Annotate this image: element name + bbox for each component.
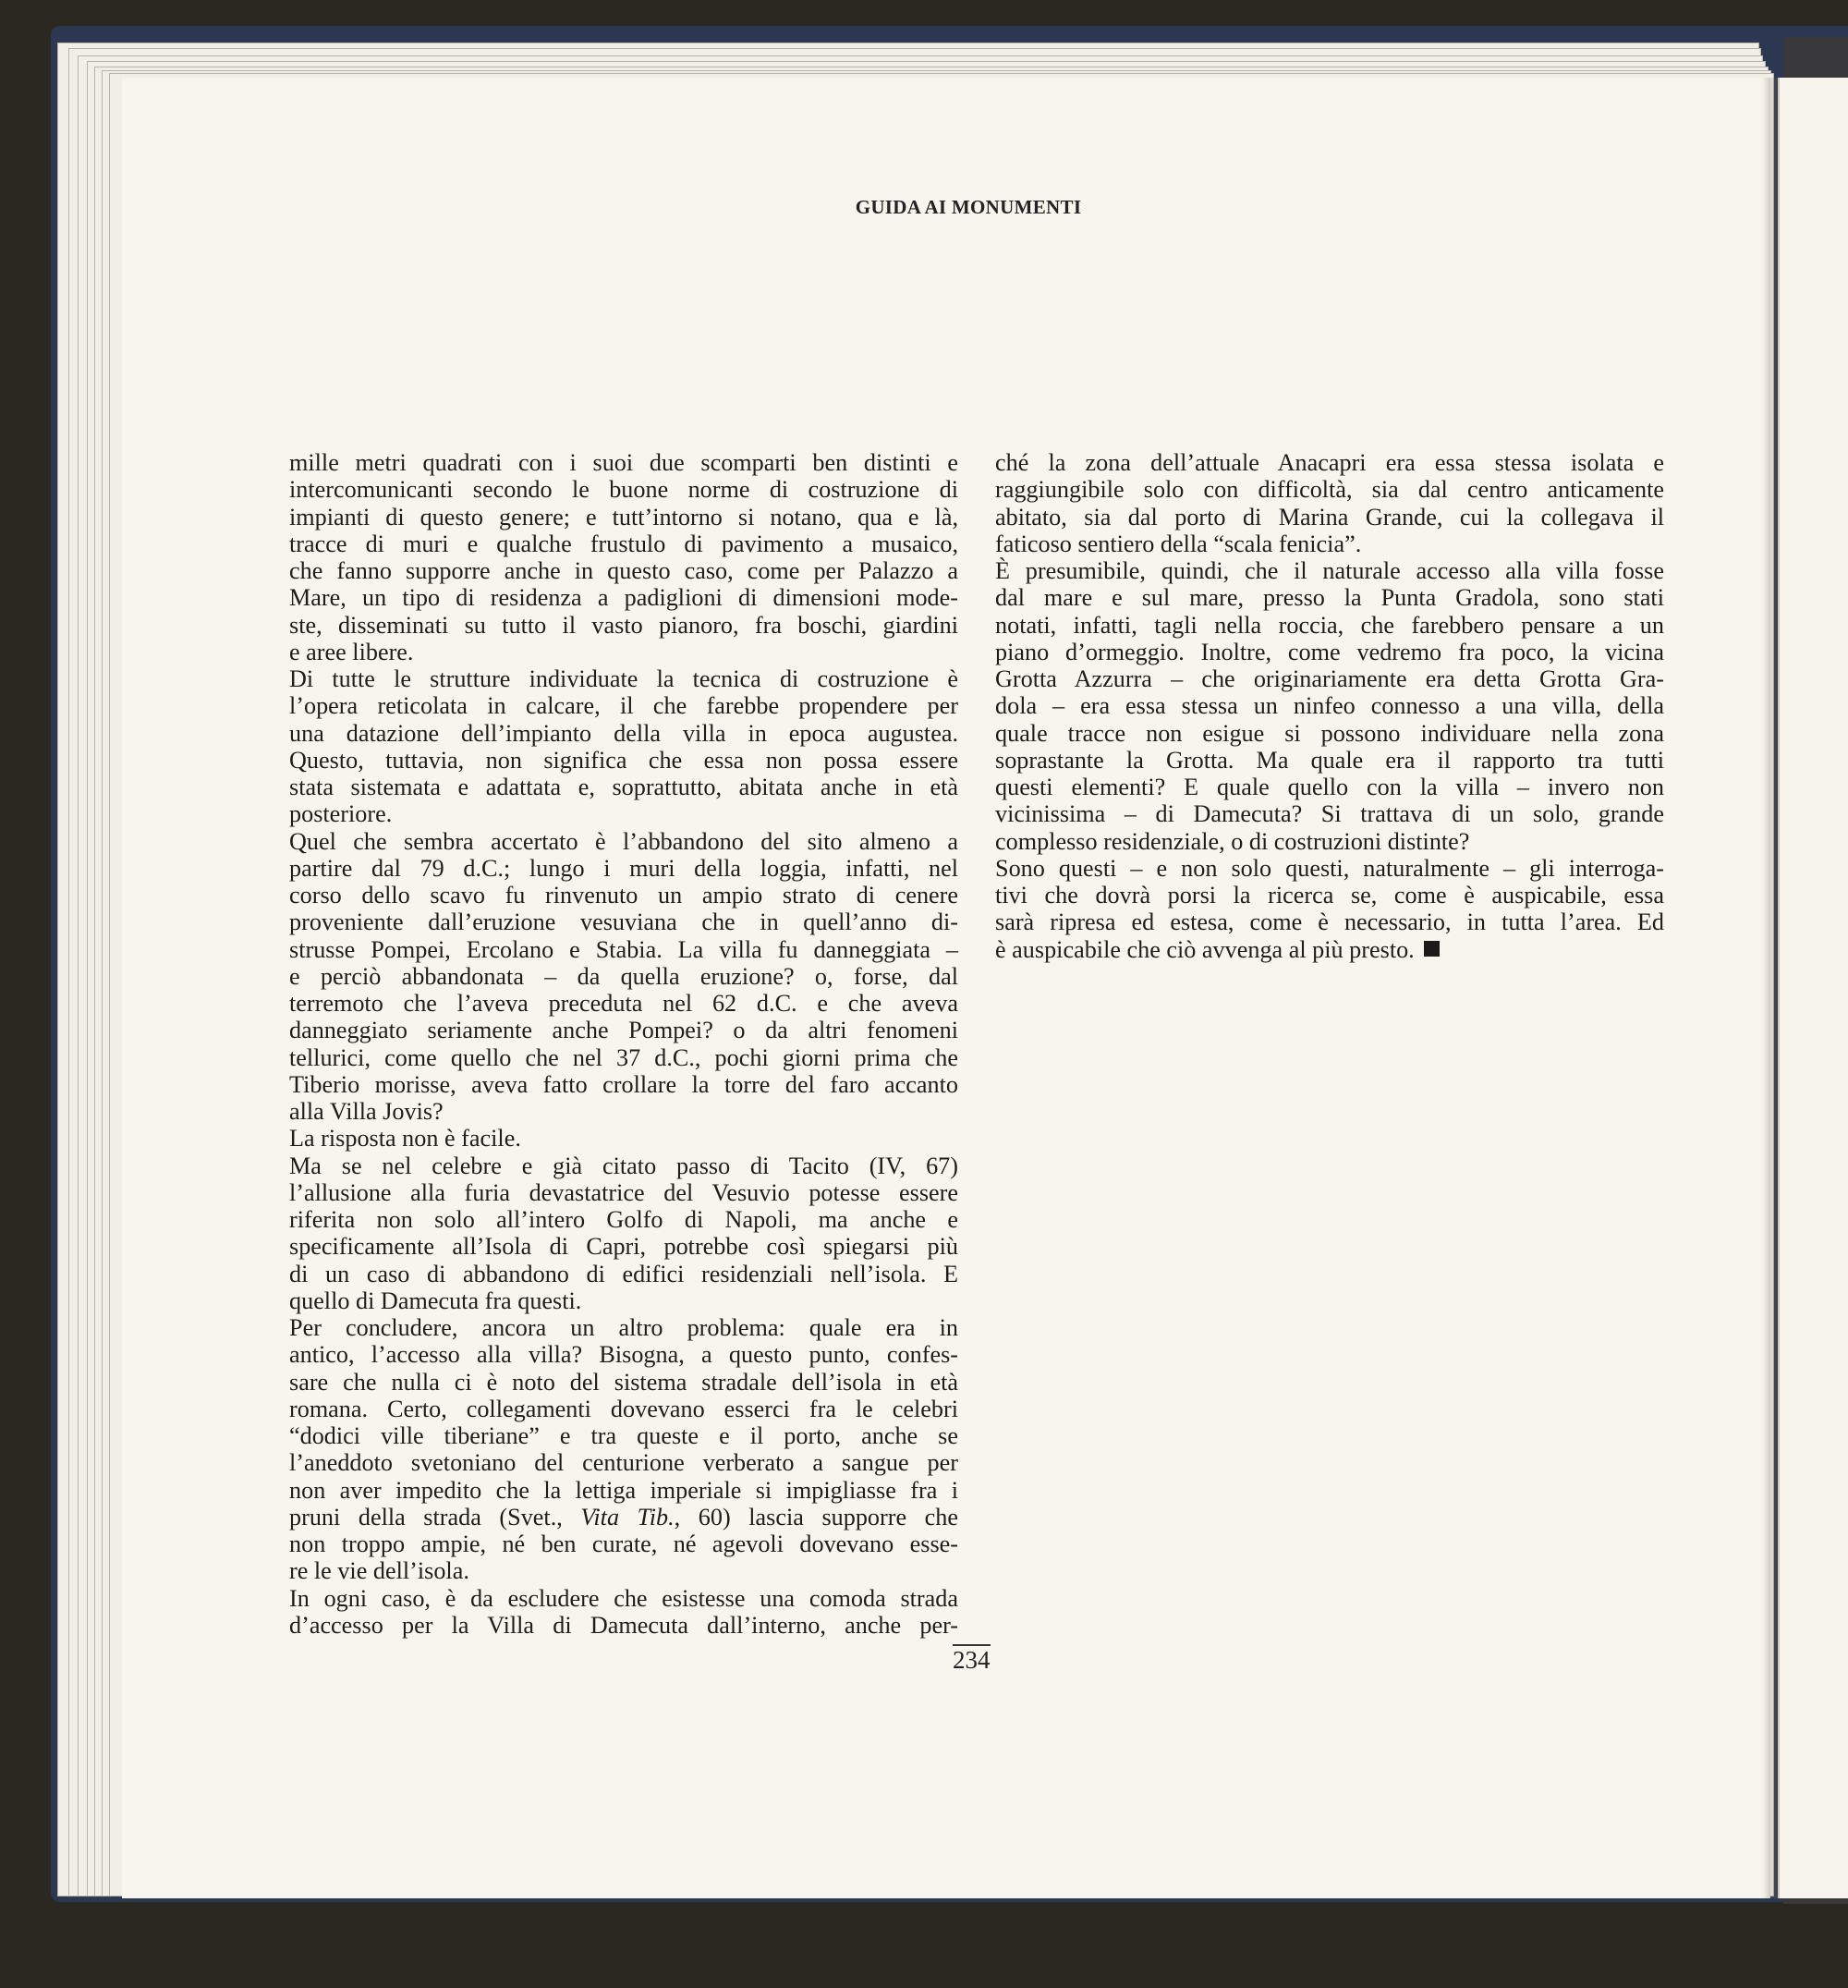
text-line: romana. Certo, collegamenti dovevano esserci fra le celebri bbox=[289, 1395, 958, 1422]
text-line: piano d’ormeggio. Inoltre, come vedremo fra poco, la vicina bbox=[995, 638, 1664, 665]
text-line: l’opera reticolata in calcare, il che farebbe propendere per bbox=[289, 692, 958, 720]
page-number: 234 bbox=[953, 1646, 991, 1674]
text-line: Questo, tuttavia, non significa che essa non possa essere bbox=[289, 746, 958, 774]
text-line: l’allusione alla furia devastatrice del Vesuvio potesse essere bbox=[289, 1178, 958, 1206]
text-line: tivi che dovrà porsi la ricerca se, come è auspicabile, essa bbox=[995, 882, 1664, 909]
text-line: non aver impedito che la lettiga imperiale si impigliasse fra i bbox=[289, 1476, 958, 1504]
text-line: Grotta Azzurra – che originariamente era detta Grotta Gra- bbox=[995, 665, 1664, 692]
text-line: d’accesso per la Villa di Damecuta dall’interno, anche per- bbox=[289, 1611, 958, 1639]
text-line: complesso residenziale, o di costruzioni distinte? bbox=[995, 827, 1470, 855]
text-line: partire dal 79 d.C.; lungo i muri della loggia, infatti, nel bbox=[289, 854, 958, 882]
text-line: sarà ripresa ed estesa, come è necessario, in tutta l’area. Ed bbox=[995, 909, 1664, 936]
text-line: di un caso di abbandono di edifici residenziali nell’isola. E bbox=[289, 1260, 958, 1287]
text-line: corso dello scavo fu rinvenuto un ampio strato di cenere bbox=[289, 882, 958, 909]
text-line: danneggiato seriamente anche Pompei? o da altri fenomeni bbox=[289, 1017, 958, 1044]
text-line: Tiberio morisse, aveva fatto crollare la torre del faro accanto bbox=[289, 1070, 958, 1098]
text-line: re le vie dell’isola. bbox=[289, 1557, 469, 1585]
facing-page-edge bbox=[1778, 78, 1848, 1898]
text-line: sare che nulla ci è noto del sistema stradale dell’isola in età bbox=[289, 1368, 958, 1396]
text-line: La risposta non è facile. bbox=[289, 1125, 521, 1153]
text-line: intercomunicanti secondo le buone norme di costruzione di bbox=[289, 476, 958, 504]
text-line: specificamente all’Isola di Capri, potrebbe così spiegarsi più bbox=[289, 1233, 958, 1261]
citation-title: Vita Tib. bbox=[580, 1503, 675, 1531]
text-line: Per concludere, ancora un altro problema: quale era in bbox=[289, 1314, 958, 1341]
text-line: notati, infatti, tagli nella roccia, che farebbero pensare a un bbox=[995, 611, 1664, 639]
text-line: dal mare e sul mare, presso la Punta Gradola, sono stati bbox=[995, 584, 1664, 612]
text-line: mille metri quadrati con i suoi due scomparti ben distinti e bbox=[289, 449, 958, 476]
text-line: tracce di muri e qualche frustulo di pavimento a musaico, bbox=[289, 530, 958, 557]
text-line: stata sistemata e adattata e, soprattutto, abitata anche in età bbox=[289, 774, 958, 800]
text-line: Mare, un tipo di residenza a padiglioni di dimensioni mode- bbox=[289, 584, 958, 612]
text-line: quello di Damecuta fra questi. bbox=[289, 1287, 582, 1314]
text-line: antico, l’accesso alla villa? Bisogna, a questo punto, confes- bbox=[289, 1341, 958, 1369]
text-line: soprastante la Grotta. Ma quale era il rapporto tra tutti bbox=[995, 746, 1664, 774]
text-line: e perciò abbandonata – da quella eruzione? o, forse, dal bbox=[289, 962, 958, 990]
text-line: l’aneddoto svetoniano del centurione verberato a sangue per bbox=[289, 1449, 958, 1477]
text-line: una datazione dell’impianto della villa in epoca augustea. bbox=[289, 719, 958, 747]
text-line: proveniente dall’eruzione vesuviana che in quell’anno di- bbox=[289, 909, 958, 936]
text-line: terremoto che l’aveva preceduta nel 62 d.C. e che aveva bbox=[289, 990, 958, 1017]
text-line: Quel che sembra accertato è l’abbandono del sito almeno a bbox=[289, 827, 958, 855]
text-line: e aree libere. bbox=[289, 638, 414, 665]
text-line: vicinissima – di Damecuta? Si trattava di un solo, grande bbox=[995, 800, 1664, 828]
text-line: impianti di questo genere; e tutt’intorno si notano, qua e là, bbox=[289, 503, 958, 531]
end-mark-square-icon bbox=[1424, 941, 1440, 957]
text-line: questi elementi? E quale quello con la villa – invero non bbox=[995, 774, 1664, 800]
text-line: ché la zona dell’attuale Anacapri era essa stessa isolata e bbox=[995, 449, 1664, 476]
text-line: dola – era essa stessa un ninfeo connesso a una villa, della bbox=[995, 692, 1664, 720]
text-line: È presumibile, quindi, che il naturale accesso alla villa fosse bbox=[995, 557, 1664, 584]
text-line: pruni della strada (Svet., Vita Tib., 60) lascia supporre che bbox=[289, 1503, 958, 1531]
text-line: riferita non solo all’intero Golfo di Napoli, ma anche e bbox=[289, 1206, 958, 1233]
text-line: è auspicabile che ciò avvenga al più presto. bbox=[995, 936, 1664, 963]
gutter-shadow bbox=[1760, 78, 1779, 1898]
text-line: “dodici ville tiberiane” e tra queste e il porto, anche se bbox=[289, 1422, 958, 1449]
text-line: In ogni caso, è da escludere che esistesse una comoda strada bbox=[289, 1584, 958, 1612]
text-line: quale tracce non esigue si possono individuare nella zona bbox=[995, 719, 1664, 747]
text-line: posteriore. bbox=[289, 800, 393, 828]
running-head bbox=[0, 196, 1848, 219]
text-line: strusse Pompei, Ercolano e Stabia. La villa fu danneggiata – bbox=[289, 935, 958, 963]
text-line: tellurici, come quello che nel 37 d.C., pochi giorni prima che bbox=[289, 1043, 958, 1071]
text-line: Sono questi – e non solo questi, naturalmente – gli interroga- bbox=[995, 854, 1664, 882]
running-head-text: GUIDA AI MONUMENTI bbox=[855, 196, 1082, 218]
text-line: alla Villa Jovis? bbox=[289, 1098, 444, 1125]
text-line: raggiungibile solo con difficoltà, sia dal centro anticamente bbox=[995, 476, 1664, 504]
left-column bbox=[289, 449, 958, 1639]
text-line: ste, disseminati su tutto il vasto pianoro, fra boschi, giardini bbox=[289, 611, 958, 639]
text-line: non troppo ampie, né ben curate, né agevoli dovevano esse- bbox=[289, 1531, 958, 1557]
text-line: che fanno supporre anche in questo caso, come per Palazzo a bbox=[289, 557, 958, 584]
text-line: Di tutte le strutture individuate la tecnica di costruzione è bbox=[289, 665, 958, 692]
text-line: Ma se nel celebre e già citato passo di Tacito (IV, 67) bbox=[289, 1152, 958, 1179]
text-line: abitato, sia dal porto di Marina Grande, cui la collegava il bbox=[995, 503, 1664, 531]
text-line: faticoso sentiero della “scala fenicia”. bbox=[995, 530, 1362, 557]
right-column bbox=[995, 449, 1664, 963]
